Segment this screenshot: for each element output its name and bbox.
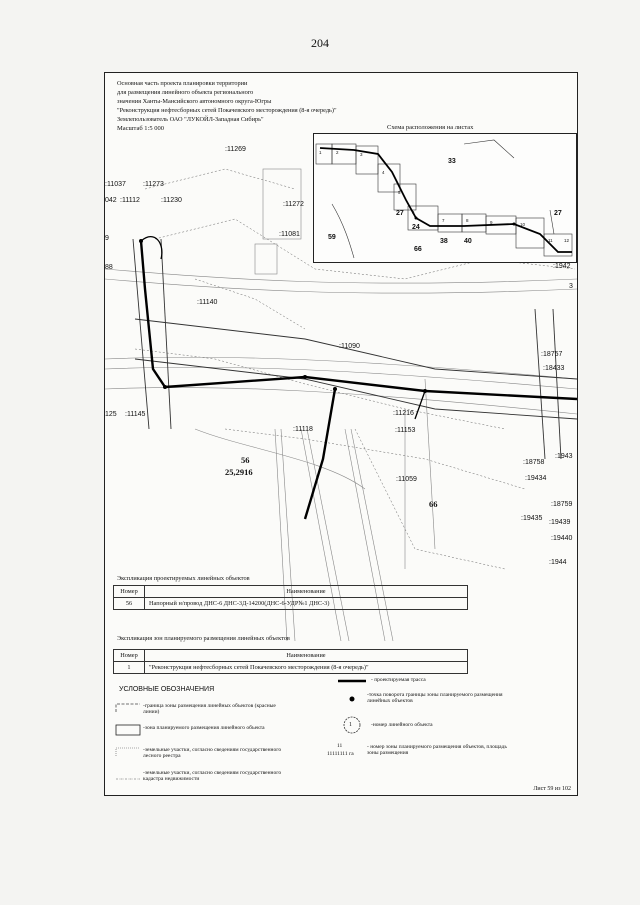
table-header: Наименование bbox=[145, 586, 468, 598]
legend-item-boundary: -граница зоны размещения линейных объектов (красные линии) bbox=[143, 703, 276, 716]
map-label: :11112 bbox=[120, 197, 140, 204]
sheet-number: Лист 59 из 102 bbox=[533, 786, 571, 792]
map-label: :11090 bbox=[339, 343, 360, 350]
table-cell: Напорный н/провод ДНС-6 ДНС-3Д-14200(ДНС-6-УДР№1 ДНС-3) bbox=[145, 598, 468, 610]
map-label: :11118 bbox=[293, 426, 313, 433]
map-label: :11081 bbox=[279, 231, 300, 238]
legend-item-object-number: -номер линейного объекта bbox=[371, 722, 433, 728]
inset-cell-number: 5 bbox=[398, 190, 401, 195]
legend-item-cadastre-plots: -земельные участки, согласно сведениям государственного кадастра недвижимости bbox=[143, 770, 282, 783]
table-cell: 56 bbox=[114, 598, 145, 610]
map-sheet bbox=[104, 72, 578, 796]
header-line-1: Основная часть проекта планировки территории bbox=[117, 80, 248, 87]
circle-sample-number: 1 bbox=[349, 722, 352, 728]
table-header: Номер bbox=[114, 586, 145, 598]
inset-cell-number: 2 bbox=[336, 150, 339, 155]
map-label: :11059 bbox=[396, 476, 417, 483]
cadastre-symbol bbox=[115, 769, 141, 781]
map-label: :19435 bbox=[521, 515, 543, 522]
map-scale: Масштаб 1:5 000 bbox=[117, 125, 164, 132]
header-line-4: "Реконструкция нефтесборных сетей Покачевского месторождения (8-я очередь)" bbox=[117, 107, 337, 114]
map-label: :19434 bbox=[525, 475, 547, 482]
linear-objects-table bbox=[113, 585, 468, 610]
zone-sample-area: 11111111 га bbox=[327, 751, 354, 757]
map-label: :1943 bbox=[555, 453, 573, 460]
table-row bbox=[114, 598, 468, 610]
table-cell: 1 bbox=[114, 662, 145, 674]
inset-sheet-label: 24 bbox=[412, 224, 420, 231]
inset-cell-number: 11 bbox=[548, 238, 553, 243]
map-label: :11272 bbox=[283, 201, 304, 208]
table-row bbox=[114, 662, 468, 674]
inset-cell-number: 6 bbox=[412, 210, 415, 215]
map-label: :11153 bbox=[395, 427, 416, 434]
inset-cell-number: 9 bbox=[490, 220, 493, 225]
map-label: :1942 bbox=[553, 263, 571, 270]
header-line-3: значения Ханты-Мансийского автономного округа-Югры bbox=[117, 98, 272, 105]
map-label: :19440 bbox=[551, 535, 573, 542]
legend-title: УСЛОВНЫЕ ОБОЗНАЧЕНИЯ bbox=[119, 686, 215, 693]
zones-table-title: Экспликация зон планируемого размещения линейных объектов bbox=[117, 635, 290, 642]
map-label-object-length: 25,2916 bbox=[225, 467, 253, 477]
route-symbol bbox=[337, 678, 367, 684]
inset-sheet-label: 33 bbox=[448, 158, 456, 165]
object-number-symbol bbox=[339, 716, 365, 734]
table-cell: "Реконструкция нефтесборных сетей Покачевского месторождения (8-я очередь)" bbox=[145, 662, 468, 674]
map-label: :19439 bbox=[549, 519, 571, 526]
map-label: :11216 bbox=[393, 410, 414, 417]
legend-item-turn-point: -точка поворота границы зоны планируемого размещения линейных объектов bbox=[367, 692, 503, 705]
inset-location-scheme bbox=[313, 133, 577, 263]
inset-sheet-label: 27 bbox=[396, 210, 404, 217]
inset-cell-number: 8 bbox=[466, 218, 469, 223]
map-label: :11037 bbox=[105, 181, 126, 188]
inset-sheet-label: 40 bbox=[464, 238, 472, 245]
inset-title: Схема расположения на листах bbox=[387, 124, 474, 131]
header-line-2: для размещения линейного объекта регионального bbox=[117, 89, 254, 96]
map-label: :18759 bbox=[551, 501, 573, 508]
zone-symbol bbox=[115, 724, 141, 736]
turn-point-symbol bbox=[348, 695, 356, 703]
zones-table bbox=[113, 649, 468, 674]
map-label: :11230 bbox=[161, 197, 182, 204]
header-line-5: Землепользователь ОАО "ЛУКОЙЛ-Западная Сибирь" bbox=[117, 116, 264, 123]
inset-sheet-label: 59 bbox=[328, 234, 336, 241]
map-label: :1944 bbox=[549, 559, 567, 566]
map-label: 125 bbox=[105, 411, 117, 418]
inset-cell-number: 3 bbox=[360, 152, 363, 157]
legend-item-route: - проектируемая трасса bbox=[371, 677, 426, 683]
map-label-adjacent-sheet: 66 bbox=[429, 499, 438, 509]
forest-registry-symbol bbox=[115, 746, 141, 758]
legend-item-forest-plots: -земельные участки, согласно сведениям государственного лесного реестра bbox=[143, 747, 282, 760]
map-label: 9 bbox=[105, 235, 109, 242]
map-label-object-number: 56 bbox=[241, 455, 250, 465]
map-label: :11273 bbox=[143, 181, 164, 188]
map-label: :11140 bbox=[197, 299, 218, 306]
inset-cell-number: 7 bbox=[442, 218, 445, 223]
inset-cell-number: 10 bbox=[520, 222, 526, 227]
map-label: 88 bbox=[105, 264, 113, 271]
map-label: :18758 bbox=[523, 459, 545, 466]
map-label: :11269 bbox=[225, 146, 246, 153]
inset-sheet-label: 66 bbox=[414, 246, 422, 253]
map-label: :11145 bbox=[125, 411, 146, 418]
zone-sample-number: 11 bbox=[337, 743, 343, 749]
red-line-boundary-symbol bbox=[115, 702, 141, 714]
page-number: 204 bbox=[311, 36, 329, 50]
inset-cell-number: 12 bbox=[564, 238, 570, 243]
legend-item-zone: -зона планируемого размещения линейного объекта bbox=[143, 725, 265, 731]
linear-objects-table-title: Экспликация проектируемых линейных объектов bbox=[117, 575, 250, 582]
map-label: :18433 bbox=[543, 365, 565, 372]
legend-item-zone-number: - номер зоны планируемого размещения объектов, площадь зоны размещения bbox=[367, 744, 507, 757]
map-label: 3 bbox=[569, 283, 573, 290]
table-header: Номер bbox=[114, 650, 145, 662]
inset-sheet-label: 27 bbox=[554, 210, 562, 217]
inset-sheet-label: 38 bbox=[440, 238, 448, 245]
inset-cell-number: 4 bbox=[382, 170, 385, 175]
table-header: Наименование bbox=[145, 650, 468, 662]
inset-cell-number: 1 bbox=[319, 150, 322, 155]
map-label: 042 bbox=[105, 197, 117, 204]
map-label: :18757 bbox=[541, 351, 563, 358]
